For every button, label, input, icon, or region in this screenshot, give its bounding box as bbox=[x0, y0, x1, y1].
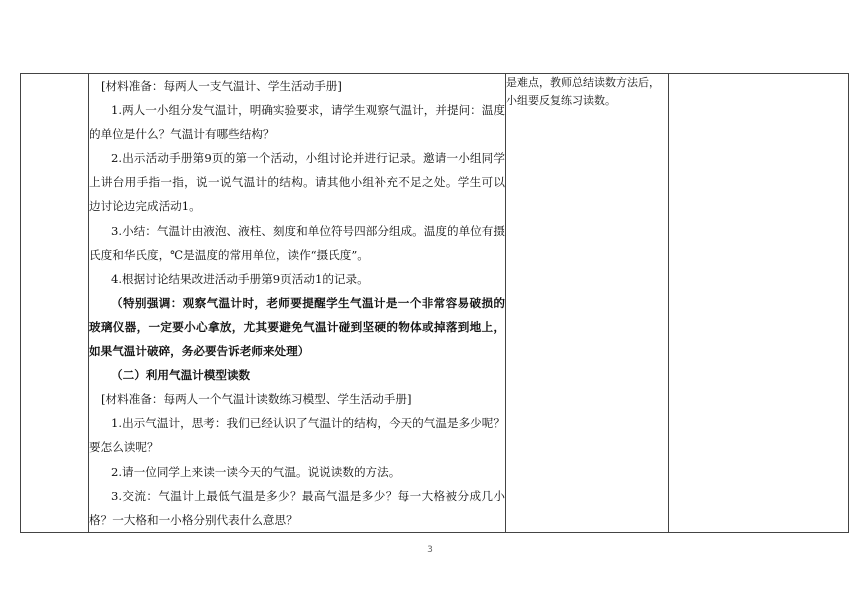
lesson-plan-table bbox=[20, 73, 849, 533]
step-paragraph: 3.交流：气温计上最低气温是多少？最高气温是多少？每一大格被分成几小格？一大格和一小格分别代表什么意思？ bbox=[89, 488, 505, 527]
design-intent-text: 是难点，教师总结读数方法后，小组要反复练习读数。 bbox=[506, 76, 660, 107]
summary-paragraph: 3.小结：气温计由液泡、液柱、刻度和单位符号四部分组成。温度的单位有摄氏度和华氏度，℃是温度的常用单位，读作“摄氏度”。 bbox=[89, 223, 505, 262]
step-paragraph: 1.两人一小组分发气温计，明确实验要求，请学生观察气温计，并提问：温度的单位是什么？气温计有哪些结构？ bbox=[89, 103, 505, 142]
teaching-process-cell bbox=[89, 74, 506, 533]
table-row bbox=[21, 74, 849, 533]
design-intent-cell bbox=[506, 74, 669, 533]
remarks-cell bbox=[669, 74, 849, 533]
materials-line: [材料准备：每两人一个气温计读数练习模型、学生活动手册] bbox=[101, 392, 412, 407]
step-paragraph: 1.出示气温计，思考：我们已经认识了气温计的结构，今天的气温是多少呢？要怎么读呢？ bbox=[89, 416, 505, 455]
page-number: 3 bbox=[427, 545, 433, 555]
materials-line: [材料准备：每两人一支气温计、学生活动手册] bbox=[101, 79, 342, 93]
emphasis-paragraph: （特别强调：观察气温计时，老师要提醒学生气温计是一个非常容易破损的玻璃仪器，一定要小心拿放，尤其要避免气温计碰到坚硬的物体或掉落到地上，如果气温计破碎，务必要告诉老师来处理） bbox=[89, 295, 505, 359]
section-heading: （二）利用气温计模型读数 bbox=[111, 368, 251, 383]
step-paragraph: 4.根据讨论结果改进活动手册第9页活动1的记录。 bbox=[111, 271, 369, 286]
stage-cell bbox=[21, 74, 89, 533]
step-paragraph: 2.请一位同学上来读一读今天的气温。说说读数的方法。 bbox=[111, 464, 401, 479]
step-paragraph: 2.出示活动手册第9页的第一个活动，小组讨论并进行记录。邀请一小组同学上讲台用手指一指，说一说气温计的结构。请其他小组补充不足之处。学生可以边讨论边完成活动1。 bbox=[89, 151, 505, 214]
